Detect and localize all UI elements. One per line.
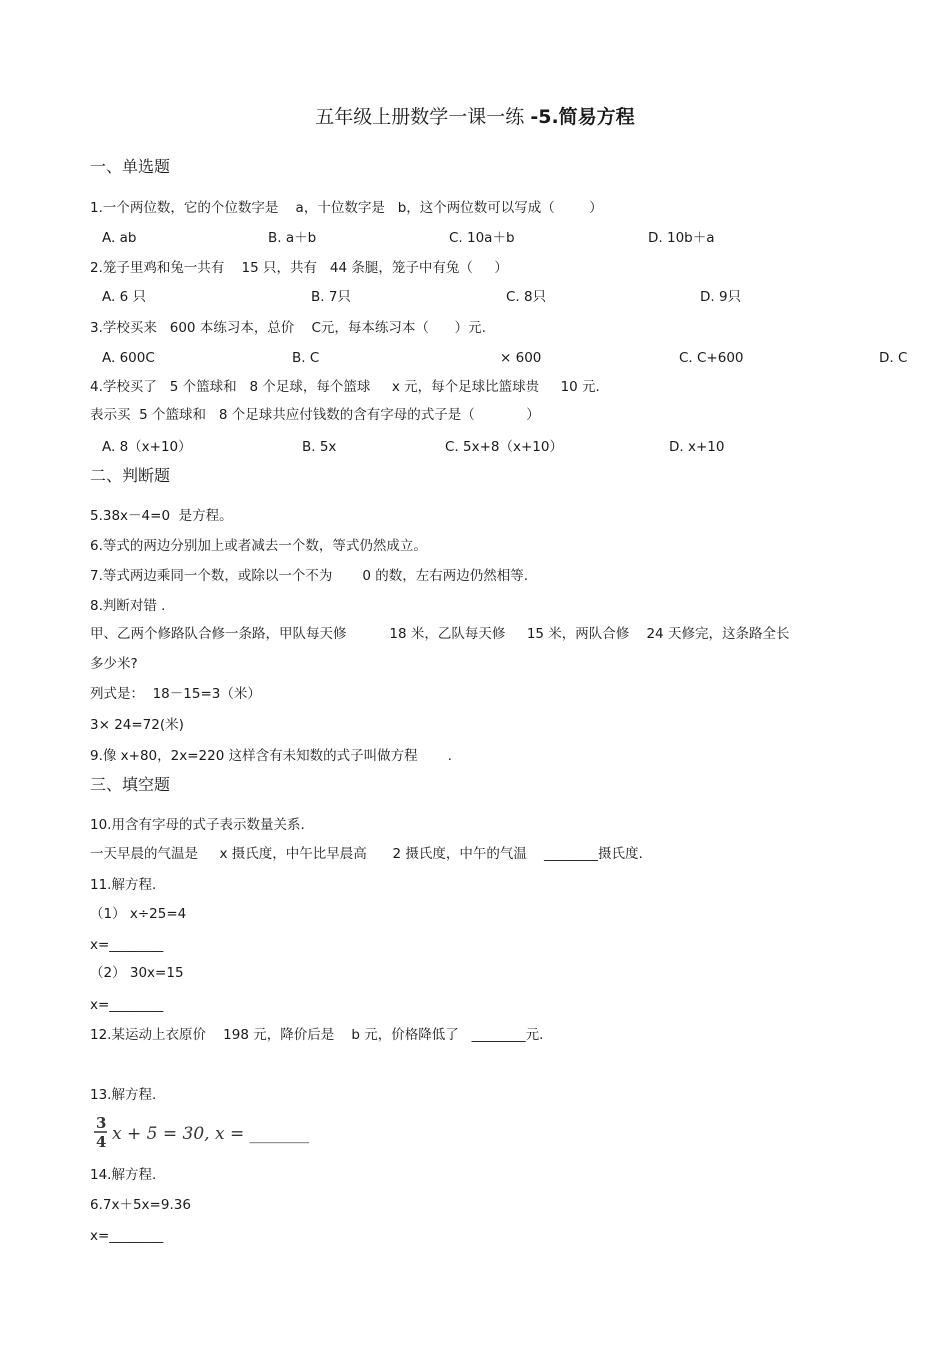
- question-1-stem: 1.一个两位数，它的个位数字是 a，十位数字是 b，这个两位数可以写成（ ）: [90, 200, 603, 216]
- question-13-equation: [90, 1114, 310, 1150]
- section-heading-single-choice: 一、单选题: [90, 157, 171, 176]
- equation-numerator: 3: [96, 1114, 107, 1132]
- question-2-option-c: C. 8只: [506, 289, 547, 305]
- question-3-option-b-cont: × 600: [500, 350, 542, 366]
- question-11-part1: （1） x÷25=4: [90, 906, 187, 922]
- question-11-part2: （2） 30x=15: [90, 965, 184, 981]
- question-4-stem-line2: 表示买 5 个篮球和 8 个足球共应付钱数的含有字母的式子是（ ）: [90, 407, 540, 423]
- question-12: 12.某运动上衣原价 198 元，降价后是 b 元，价格降低了 ________元.: [90, 1027, 544, 1043]
- section-heading-fill-blank: 三、填空题: [90, 775, 171, 794]
- question-11-answer2: x=________: [90, 997, 164, 1013]
- question-8-line3: 列式是： 18－15=3（米）: [90, 686, 261, 702]
- title-main: 五年级上册数学一课一练: [315, 106, 525, 128]
- question-4-option-b: B. 5x: [302, 439, 337, 455]
- question-4-option-c: C. 5x+8（x+10）: [445, 439, 563, 455]
- question-8-title: 8.判断对错 .: [90, 598, 166, 614]
- section-heading-true-false: 二、判断题: [90, 466, 171, 485]
- question-14-answer: x=________: [90, 1228, 164, 1244]
- question-14-equation: 6.7x＋5x=9.36: [90, 1197, 191, 1213]
- question-10-title: 10.用含有字母的式子表示数量关系.: [90, 817, 305, 833]
- question-9: 9.像 x+80，2x=220 这样含有未知数的式子叫做方程 .: [90, 748, 452, 764]
- question-8-line2: 多少米?: [90, 656, 138, 672]
- question-14-title: 14.解方程.: [90, 1167, 157, 1183]
- question-5: 5.38x－4=0 是方程。: [90, 508, 233, 524]
- question-2-option-b: B. 7只: [311, 289, 351, 305]
- question-11-answer1: x=________: [90, 937, 164, 953]
- question-1-option-b: B. a＋b: [268, 230, 317, 246]
- equation-body: x + 5 = 30, x = _______: [112, 1124, 310, 1144]
- question-3-option-d: D. C: [879, 350, 908, 366]
- question-2-option-d: D. 9只: [700, 289, 742, 305]
- equation-denominator: 4: [96, 1133, 107, 1150]
- question-4-option-d: D. x+10: [669, 439, 725, 455]
- question-13-title: 13.解方程.: [90, 1087, 157, 1103]
- question-3-stem: 3.学校买来 600 本练习本，总价 C元，每本练习本（ ）元.: [90, 320, 486, 336]
- question-2-option-a: A. 6 只: [102, 289, 146, 305]
- question-1-option-a: A. ab: [102, 230, 137, 246]
- question-8-line4: 3× 24=72(米): [90, 717, 184, 733]
- question-10-line1: 一天早晨的气温是 x 摄氏度，中午比早晨高 2 摄氏度，中午的气温 ________摄氏度.: [90, 846, 643, 862]
- question-4-option-a: A. 8（x+10）: [102, 439, 192, 455]
- page-title: [0, 104, 950, 130]
- question-4-stem-line1: 4.学校买了 5 个篮球和 8 个足球，每个篮球 x 元，每个足球比篮球贵 10 元.: [90, 379, 600, 395]
- question-1-option-d: D. 10b＋a: [648, 230, 715, 246]
- question-6: 6.等式的两边分别加上或者减去一个数，等式仍然成立。: [90, 538, 427, 554]
- question-3-option-a: A. 600C: [102, 350, 155, 366]
- title-suffix: -5.简易方程: [530, 106, 635, 128]
- question-3-option-c: C. C+600: [679, 350, 744, 366]
- question-3-option-b: B. C: [292, 350, 320, 366]
- question-2-stem: 2.笼子里鸡和兔一共有 15 只，共有 44 条腿，笼子中有兔（ ）: [90, 260, 508, 276]
- question-1-option-c: C. 10a＋b: [449, 230, 515, 246]
- question-11-title: 11.解方程.: [90, 877, 157, 893]
- question-7: 7.等式两边乘同一个数，或除以一个不为 0 的数，左右两边仍然相等.: [90, 568, 529, 584]
- question-8-line1: 甲、乙两个修路队合修一条路，甲队每天修 18 米，乙队每天修 15 米，两队合修 24 天修完，这条路全长: [90, 626, 790, 642]
